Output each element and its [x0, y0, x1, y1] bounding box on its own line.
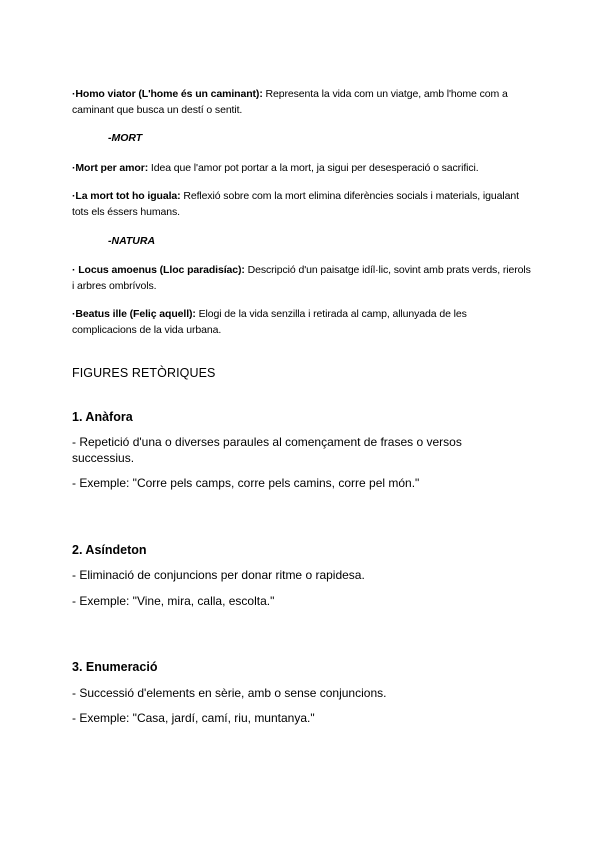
entry-text: Descripció d'un paisatge idíl·lic, sovint amb prats verds, rierols i arbres ombrívols.: [72, 264, 531, 292]
entry-text: Idea que l'amor pot portar a la mort, ja sigui per desesperació o sacrifici.: [148, 162, 479, 174]
entry-text: Elogi de la vida senzilla i retirada al camp, allunyada de les complicacions de la vida urbana.: [72, 308, 467, 336]
figure-definition-anafora: - Repetició d'una o diverses paraules al començament de frases o versos successius.: [72, 435, 462, 465]
section-title-natura: -NATURA: [108, 235, 156, 247]
entry-la-mort-tot-ho-iguala: [72, 188, 532, 220]
entry-locus-amoenus: [72, 262, 532, 294]
entry-term: · Locus amoenus (Lloc paradisíac):: [72, 264, 245, 276]
entry-text: Representa la vida com un viatge, amb l'home com a caminant que busca un destí o sentit.: [72, 88, 508, 116]
figure-example-anafora: - Exemple: "Corre pels camps, corre pels camins, corre pel món.": [72, 476, 420, 490]
entry-beatus-ille: [72, 306, 532, 338]
entry-term: ·Homo viator (L'home és un caminant):: [72, 88, 263, 100]
entry-term: ·Beatus ille (Feliç aquell):: [72, 308, 196, 320]
entry-mort-per-amor: [72, 160, 532, 176]
figures-heading: FIGURES RETÒRIQUES: [72, 366, 216, 380]
figure-example-enumeracio: - Exemple: "Casa, jardí, camí, riu, muntanya.": [72, 711, 315, 725]
entry-text: Reflexió sobre com la mort elimina diferències socials i materials, igualant tots els éssers humans.: [72, 190, 519, 218]
figure-definition-enumeracio: - Successió d'elements en sèrie, amb o sense conjuncions.: [72, 686, 387, 700]
entry-homo-viator: [72, 86, 532, 118]
entry-term: ·La mort tot ho iguala:: [72, 190, 181, 202]
section-title-mort: -MORT: [108, 132, 143, 144]
figure-title-anafora: 1. Anàfora: [72, 410, 133, 424]
figure-title-enumeracio: 3. Enumeració: [72, 660, 158, 674]
figure-title-asindeton: 2. Asíndeton: [72, 543, 147, 557]
entry-term: ·Mort per amor:: [72, 162, 149, 174]
figure-example-asindeton: - Exemple: "Vine, mira, calla, escolta.": [72, 594, 275, 608]
figure-definition-asindeton: - Eliminació de conjuncions per donar ritme o rapidesa.: [72, 568, 365, 582]
